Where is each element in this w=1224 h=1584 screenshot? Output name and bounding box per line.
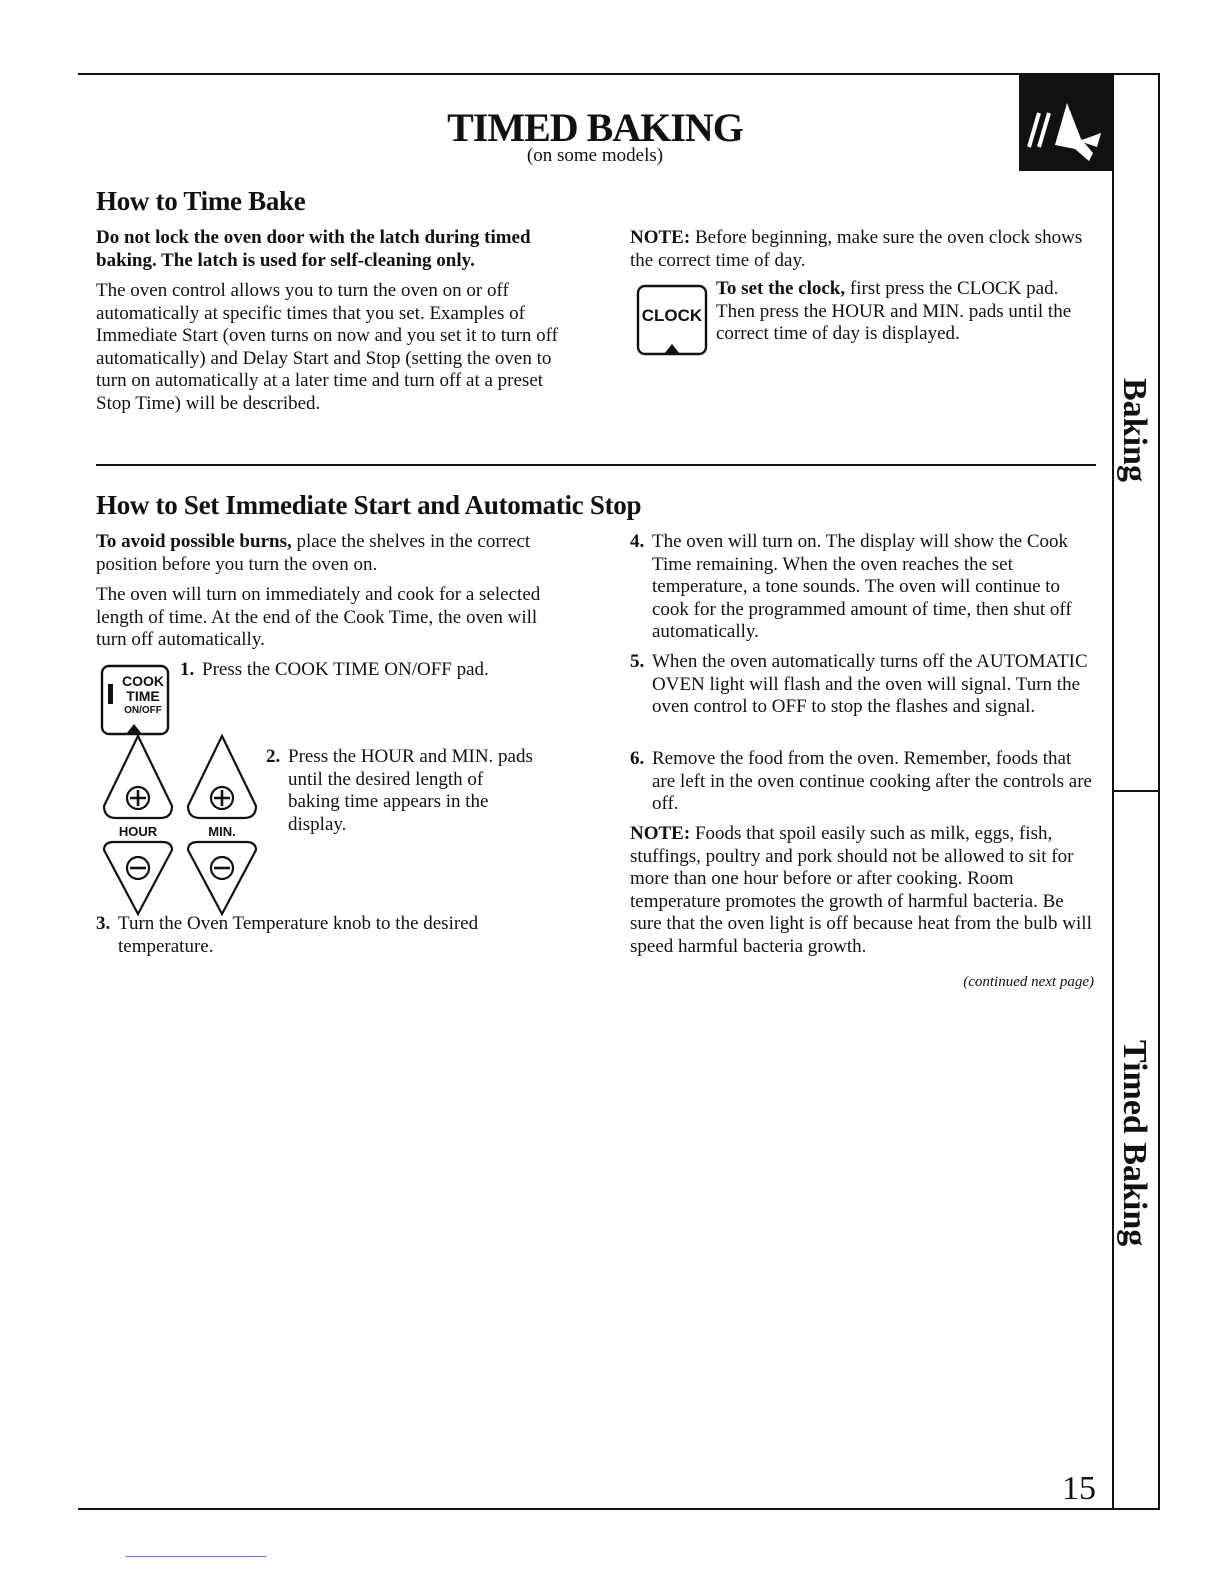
clock-note-label: NOTE: [630,227,691,248]
step-3-text: Turn the Oven Temperature knob to the desired temperature. [118,913,479,957]
step-2-text: Press the HOUR and MIN. pads until the desired length of baking time appears in the display. [288,746,533,835]
time-bake-heading: How to Time Bake [96,186,306,216]
set-clock-text: first press the CLOCK pad. Then press the HOUR and MIN. pads until the correct time of day is displayed. [716,278,1072,344]
immediate-start-heading: How to Set Immediate Start and Automatic Stop [96,490,642,520]
step-1-number: 1. [180,659,195,680]
bottom-scan-line [126,1556,266,1557]
step-4-number: 4. [630,531,645,552]
food-safety-note-text: Foods that spoil easily such as milk, eggs, fish, stuffings, poultry and pork should not be allowed to sit for more than one hour before or after cooking. Room temperature promotes the growth of harmful bacteria. Be sure that the oven light is off because heat from the bulb will speed harmful bacteria growth. [630,823,1092,957]
step-5-text: When the oven automatically turns off the AUTOMATIC OVEN light will flash and the oven will signal. Turn the oven control to OFF to stop the flashes and signal. [652,651,1088,717]
hour-up-pad-icon [102,734,174,826]
food-safety-note-label: NOTE: [630,823,691,844]
set-clock-lead: To set the clock, [716,278,846,299]
tab-divider-left [1112,170,1114,1510]
cook-time-pad-icon [100,664,170,736]
step-3-number: 3. [96,913,111,934]
cook-time-pad-line2: TIME [126,688,160,704]
section-divider [96,464,1096,466]
clock-pad-icon [636,284,708,356]
step-6 [630,748,1095,816]
burn-warning-lead: To avoid possible burns, [96,531,292,552]
step-2 [266,746,536,836]
tab-divider-middle [1112,790,1160,792]
min-label: MIN. [208,824,236,839]
latch-warning: Do not lock the oven door with the latch during timed baking. The latch is used for self-cleaning only. [96,227,531,271]
immediate-start-intro: The oven will turn on immediately and cook for a selected length of time. At the end of the Cook Time, the oven will turn off automatically. [96,584,541,650]
hour-label: HOUR [118,824,158,839]
step-2-number: 2. [266,746,281,767]
food-safety-note [630,823,1095,958]
min-down-pad-icon [186,840,258,916]
step-3 [96,913,556,958]
set-clock-instructions [716,278,1090,346]
top-rule [78,73,1160,75]
step-1 [180,659,560,682]
oven-hand-icon [1019,75,1114,171]
step-6-number: 6. [630,748,645,769]
clock-note-text: Before beginning, make sure the oven clock shows the correct time of day. [630,227,1083,271]
step-4 [630,531,1095,644]
page-subtitle: (on some models) [526,145,664,166]
bottom-rule [78,1508,1160,1510]
step-5 [630,651,1095,719]
step-1-text: Press the COOK TIME ON/OFF pad. [202,659,489,680]
clock-note [630,227,1090,272]
burn-warning-text: place the shelves in the correct position before you turn the oven on. [96,531,531,575]
continued-next-page: (continued next page) [963,974,1094,990]
cook-time-pad-line3: ON/OFF [124,705,162,716]
page-title: TIMED BAKING [447,105,743,150]
step-6-text: Remove the food from the oven. Remember, foods that are left in the oven continue cooking after the controls are off. [652,748,1092,814]
step-5-number: 5. [630,651,645,672]
cook-time-pad-line1: COOK [122,673,164,689]
min-up-pad-icon [186,734,258,826]
page-number: 15 [1062,1470,1096,1507]
clock-pad-label: CLOCK [641,306,703,325]
hour-down-pad-icon [102,840,174,916]
side-tab-baking: Baking [1116,378,1153,482]
burn-warning [96,531,566,576]
side-tab-timed-baking: Timed Baking [1116,1040,1153,1247]
time-bake-description: The oven control allows you to turn the oven on or off automatically at specific times that you set. Examples of Immediate Start (oven turns on now and you set it to turn off automatically) and Delay Start and Stop (setting the oven to turn on automatically at a later time and turn off at a preset Stop Time) will be described. [96,280,558,414]
step-4-text: The oven will turn on. The display will show the Cook Time remaining. When the oven reaches the set temperature, a tone sounds. The oven will continue to cook for the programmed amount of time, then shut off automatically. [652,531,1072,642]
